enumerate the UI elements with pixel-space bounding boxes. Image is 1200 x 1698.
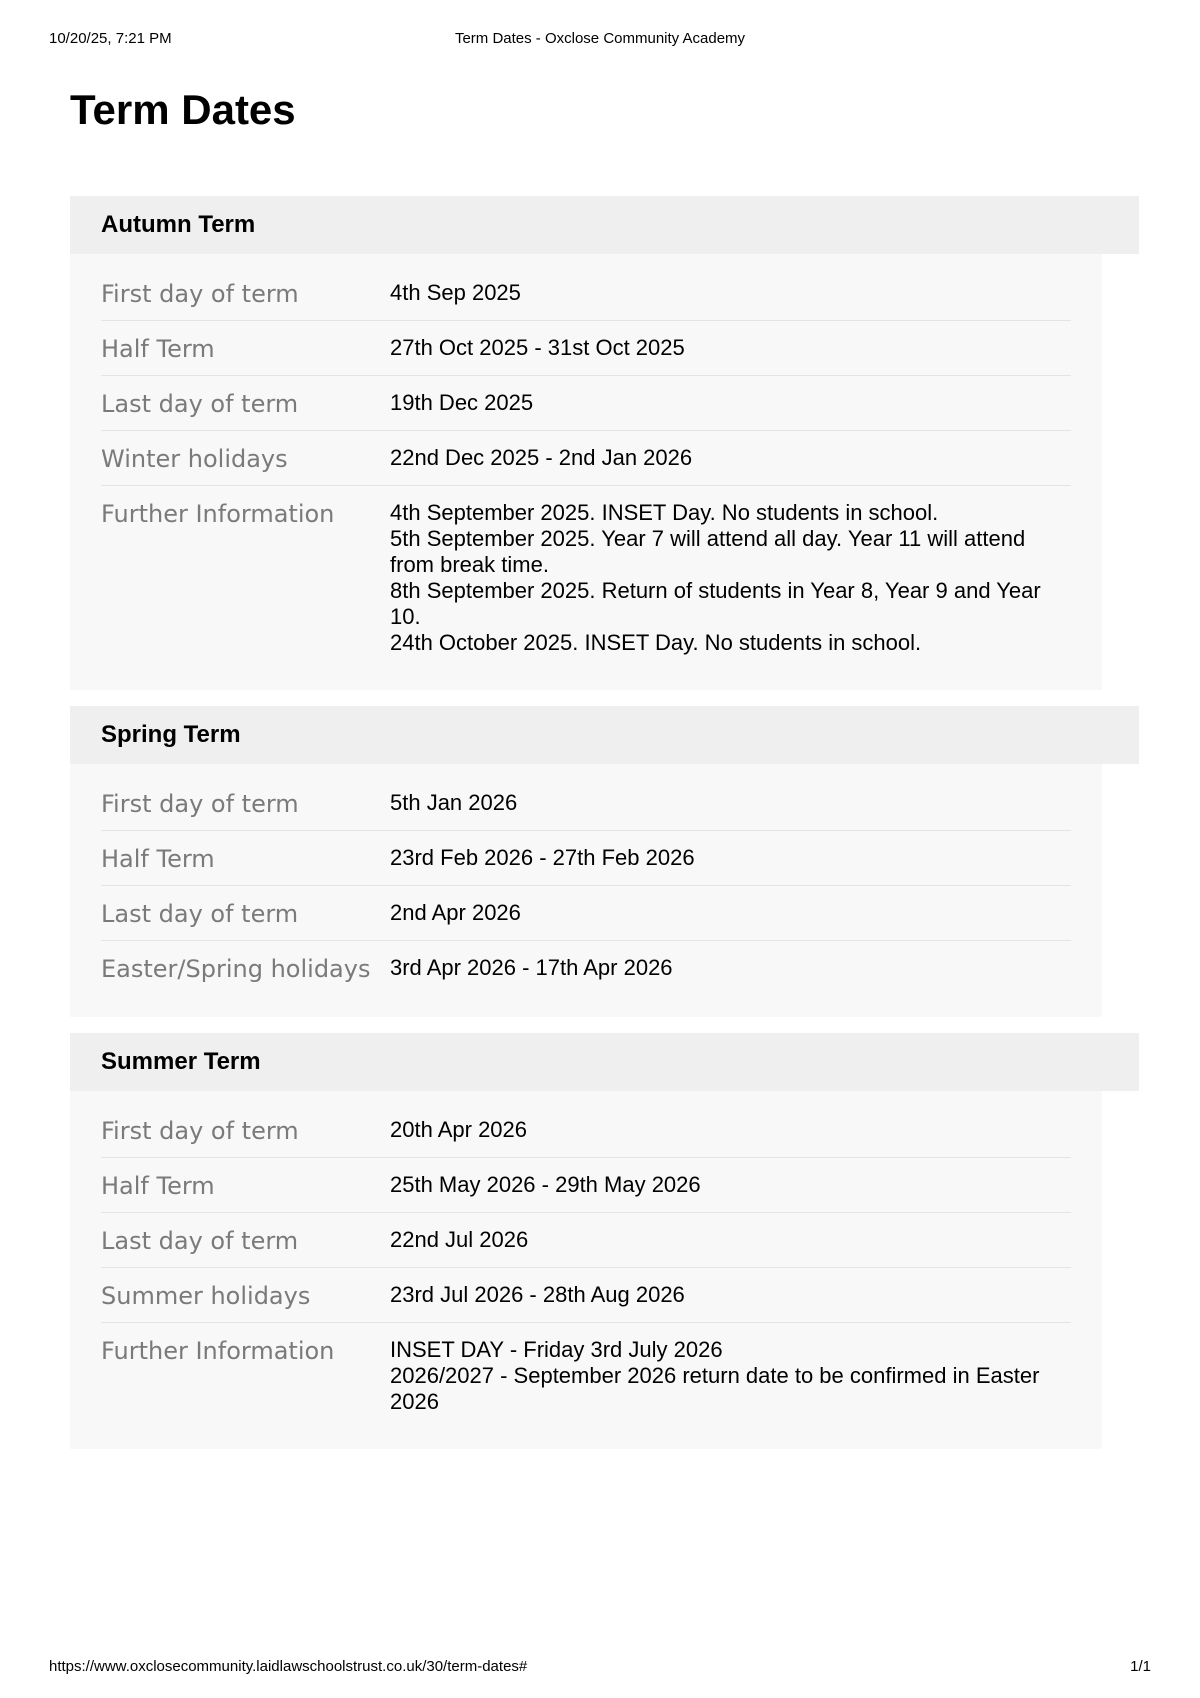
term-row-value	[390, 790, 1071, 818]
term-row-value-line: 19th Dec 2025	[390, 390, 534, 415]
term-row	[101, 1103, 1071, 1158]
term-section	[70, 1033, 1139, 1449]
print-page-number: 1/1	[1130, 1658, 1151, 1675]
term-row-label: First day of term	[101, 1117, 299, 1145]
term-details	[70, 1091, 1102, 1449]
term-row-value-line: 20th Apr 2026	[390, 1117, 528, 1142]
term-row-label: Half Term	[101, 335, 215, 363]
term-row-value	[390, 390, 1071, 418]
term-row-label: Further Information	[101, 500, 335, 528]
term-details	[70, 764, 1102, 1017]
term-row-value-line: 4th September 2025. INSET Day. No students in school.	[390, 500, 939, 525]
term-heading: Spring Term	[70, 706, 1139, 764]
term-row-label: Last day of term	[101, 1227, 299, 1255]
term-row-value-line: 4th Sep 2025	[390, 280, 521, 305]
term-row-value	[390, 1172, 1071, 1200]
term-row-label: First day of term	[101, 790, 299, 818]
term-heading: Autumn Term	[70, 196, 1139, 254]
term-row-value	[390, 900, 1071, 928]
term-row-value	[390, 845, 1071, 873]
term-row	[101, 431, 1071, 486]
term-row-value	[390, 955, 1071, 983]
term-row	[101, 266, 1071, 321]
term-row	[101, 486, 1071, 668]
term-row-label: Easter/Spring holidays	[101, 955, 371, 983]
term-row-value	[390, 1337, 1071, 1415]
term-row	[101, 1158, 1071, 1213]
term-row-value-line: 25th May 2026 - 29th May 2026	[390, 1172, 701, 1197]
term-row-label: First day of term	[101, 280, 299, 308]
term-row-value-line: 23rd Feb 2026 - 27th Feb 2026	[390, 845, 695, 870]
term-row-label: Further Information	[101, 1337, 335, 1365]
term-row-value	[390, 1227, 1071, 1255]
print-footer	[49, 1658, 1151, 1680]
term-row	[101, 941, 1071, 995]
term-row-value-line: 22nd Jul 2026	[390, 1227, 529, 1252]
print-datetime: 10/20/25, 7:21 PM	[49, 30, 172, 47]
term-row-value-line: 2nd Apr 2026	[390, 900, 521, 925]
term-row-value-line: 23rd Jul 2026 - 28th Aug 2026	[390, 1282, 685, 1307]
term-row-value-line: 5th Jan 2026	[390, 790, 518, 815]
term-row-label: Last day of term	[101, 390, 299, 418]
term-row-label: Summer holidays	[101, 1282, 311, 1310]
term-row-label: Winter holidays	[101, 445, 288, 473]
print-header	[49, 30, 1151, 52]
term-row-value	[390, 1282, 1071, 1310]
term-row	[101, 321, 1071, 376]
term-row-value	[390, 1117, 1071, 1145]
page-title: Term Dates	[70, 86, 296, 133]
term-row	[101, 776, 1071, 831]
term-row-value	[390, 280, 1071, 308]
term-row-value-line: 8th September 2025. Return of students in Year 8, Year 9 and Year 10.	[390, 578, 1041, 629]
term-row-value-line: 24th October 2025. INSET Day. No students in school.	[390, 630, 922, 655]
term-row	[101, 1268, 1071, 1323]
term-row-value-line: 2026/2027 - September 2026 return date to be confirmed in Easter 2026	[390, 1363, 1040, 1414]
term-row-value	[390, 335, 1071, 363]
term-row-value-line: 3rd Apr 2026 - 17th Apr 2026	[390, 955, 673, 980]
term-details	[70, 254, 1102, 690]
term-row	[101, 886, 1071, 941]
term-row-value	[390, 500, 1071, 656]
term-row	[101, 1323, 1071, 1427]
print-url: https://www.oxclosecommunity.laidlawschoolstrust.co.uk/30/term-dates#	[49, 1658, 528, 1675]
term-row-label: Half Term	[101, 1172, 215, 1200]
term-row-value-line: INSET DAY - Friday 3rd July 2026	[390, 1337, 723, 1362]
term-row-value-line: 27th Oct 2025 - 31st Oct 2025	[390, 335, 685, 360]
term-section	[70, 196, 1139, 690]
term-row	[101, 831, 1071, 886]
term-row	[101, 376, 1071, 431]
term-row-label: Half Term	[101, 845, 215, 873]
print-page-title: Term Dates - Oxclose Community Academy	[454, 30, 746, 47]
term-row-value-line: 5th September 2025. Year 7 will attend all day. Year 11 will attend from break time.	[390, 526, 1026, 577]
term-row-value-line: 22nd Dec 2025 - 2nd Jan 2026	[390, 445, 693, 470]
term-heading: Summer Term	[70, 1033, 1139, 1091]
term-row-label: Last day of term	[101, 900, 299, 928]
term-list	[70, 196, 1139, 1465]
term-row-value	[390, 445, 1071, 473]
term-section	[70, 706, 1139, 1017]
term-row	[101, 1213, 1071, 1268]
